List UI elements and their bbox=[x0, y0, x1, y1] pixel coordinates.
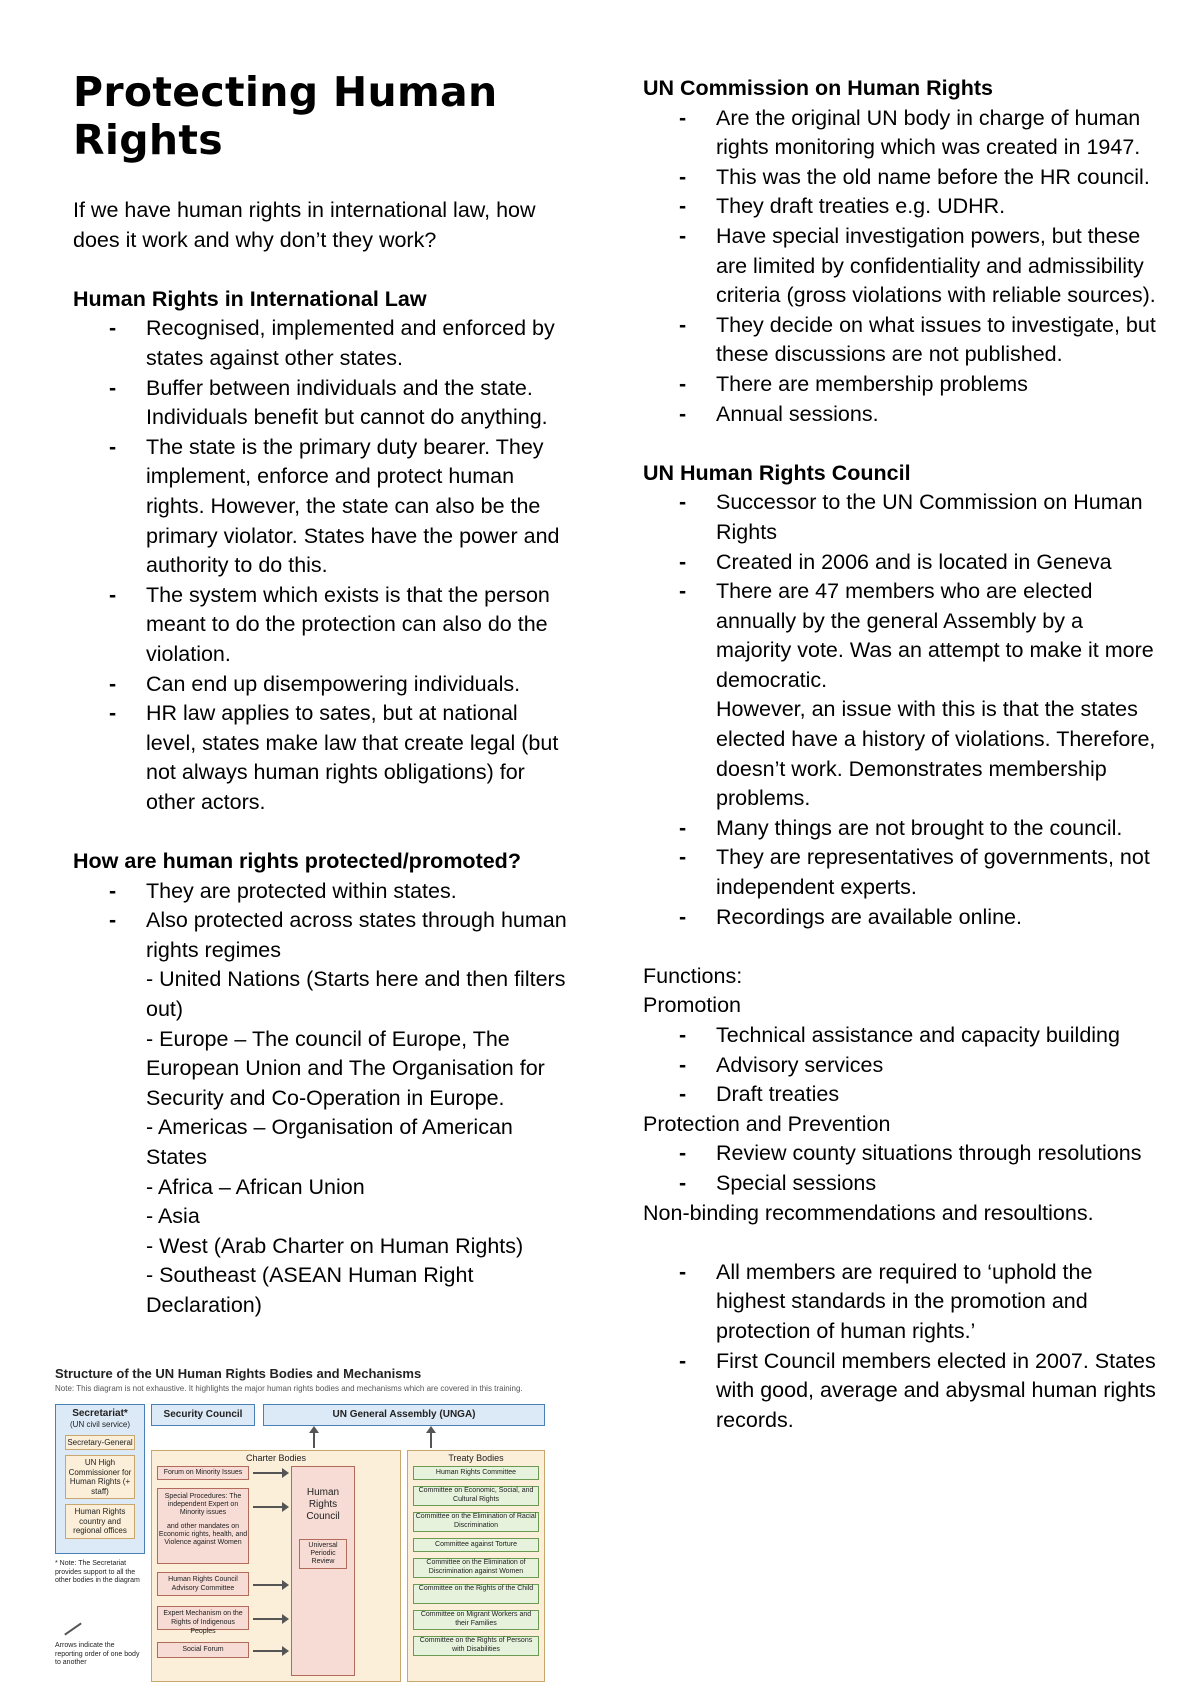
list-item: - They decide on what issues to investigate, but these discussions are not published. bbox=[643, 311, 1163, 370]
promotion-label: Promotion bbox=[643, 993, 741, 1018]
secretariat-label: Secretariat* bbox=[72, 1408, 128, 1419]
regime-sub-item: - West (Arab Charter on Human Rights) bbox=[146, 1233, 524, 1258]
list-item: - Advisory services bbox=[643, 1051, 1163, 1081]
general-assembly-box: UN General Assembly (UNGA) bbox=[263, 1404, 545, 1426]
page-title: Protecting Human Rights bbox=[73, 68, 498, 164]
list-item: - Have special investigation powers, but these are limited by confidentiality and admissibility criteria (gross violations with reliable sources). bbox=[643, 222, 1163, 311]
final-list bbox=[643, 1258, 1163, 1436]
arrow bbox=[253, 1650, 287, 1652]
list-item: - Special sessions bbox=[643, 1169, 1163, 1199]
list-item: - Are the original UN body in charge of human rights monitoring which was created in 1947. bbox=[643, 104, 1163, 163]
list-item: - Buffer between individuals and the state. Individuals benefit but cannot do anything. bbox=[73, 374, 573, 433]
list-item: - There are 47 members who are elected annually by the general Assembly by a majority vote. Was an attempt to make it more democratic. bbox=[643, 577, 1163, 695]
arrow bbox=[253, 1472, 287, 1474]
charter-item: Social Forum bbox=[157, 1642, 249, 1658]
charter-item: and other mandates on Economic rights, health, and Violence against Women bbox=[158, 1523, 248, 1546]
regime-sub-item: - Africa – African Union bbox=[146, 1174, 365, 1199]
treaty-item: Committee on Migrant Workers and their Families bbox=[413, 1610, 539, 1630]
list-item: - They are representatives of governments, not independent experts. bbox=[643, 843, 1163, 902]
list-item: - They are protected within states. bbox=[73, 877, 573, 907]
list-item: - Can end up disempowering individuals. bbox=[73, 670, 573, 700]
regime-sub-item: - Europe – The council of Europe, The European Union and The Organisation for Security and Co-Operation in Europe. bbox=[146, 1026, 545, 1110]
left-column bbox=[73, 68, 573, 1321]
list-item: - Draft treaties bbox=[643, 1080, 1163, 1110]
treaty-item: Committee against Torture bbox=[413, 1538, 539, 1552]
list-item: - Annual sessions. bbox=[643, 400, 1163, 430]
charter-bodies-label: Charter Bodies bbox=[245, 1453, 307, 1463]
regime-sub-item: - Asia bbox=[146, 1204, 200, 1229]
charter-item: Expert Mechanism on the Rights of Indigenous Peoples bbox=[157, 1606, 249, 1630]
regime-sub-item: - Americas – Organisation of American States bbox=[146, 1115, 513, 1169]
list-item: - Also protected across states through human rights regimes bbox=[73, 906, 573, 965]
section-heading-un-hrc: UN Human Rights Council bbox=[643, 460, 911, 485]
sec-item: Human Rights country and regional offices bbox=[65, 1504, 135, 1539]
list-item: - First Council members elected in 2007. States with good, average and abysmal human rights records. bbox=[643, 1347, 1163, 1436]
hrc-label: Human Rights Council bbox=[306, 1487, 340, 1522]
hrc-box bbox=[291, 1466, 355, 1676]
list-item: - HR law applies to sates, but at national level, states make law that create legal (but not always human rights obligations) for other actors. bbox=[73, 699, 573, 817]
list-item: - This was the old name before the HR council. bbox=[643, 163, 1163, 193]
treaty-item: Committee on Economic, Social, and Cultural Rights bbox=[413, 1486, 539, 1506]
treaty-item: Committee on the Rights of Persons with Disabilities bbox=[413, 1636, 539, 1656]
treaty-item: Human Rights Committee bbox=[413, 1466, 539, 1480]
functions-label: Functions: bbox=[643, 963, 743, 988]
protection-list bbox=[643, 1139, 1163, 1198]
sec-item: UN High Commissioner for Human Rights (+ staff) bbox=[65, 1455, 135, 1499]
regime-sub-item: - United Nations (Starts here and then filters out) bbox=[146, 967, 566, 1022]
nonbinding-text: Non-binding recommendations and resoultions. bbox=[643, 1200, 1094, 1225]
list-item: - The system which exists is that the person meant to do the protection can also do the violation. bbox=[73, 581, 573, 670]
legend-arrow bbox=[64, 1622, 82, 1635]
list-item: - Review county situations through resolutions bbox=[643, 1139, 1163, 1169]
list-item: - Many things are not brought to the council. bbox=[643, 814, 1163, 844]
list-item: - The state is the primary duty bearer. They implement, enforce and protect human rights. However, the state can also be the primary violator. States have the power and authority to do this. bbox=[73, 433, 573, 581]
list-item-continuation: However, an issue with this is that the states elected have a history of violations. Therefore, doesn’t work. Demonstrates membership problems. bbox=[716, 697, 1156, 811]
charter-item: Human Rights Council Advisory Committee bbox=[157, 1572, 249, 1596]
charter-item: Special Procedures: The independent Expert on Minority issues bbox=[164, 1493, 242, 1516]
sec-item: Secretary-General bbox=[65, 1435, 135, 1451]
right-column bbox=[643, 74, 1163, 1435]
regime-sub-item: - Southeast (ASEAN Human Right Declaration) bbox=[146, 1263, 474, 1317]
up-arrow-treaty bbox=[430, 1432, 432, 1448]
list-item: - They draft treaties e.g. UDHR. bbox=[643, 192, 1163, 222]
diagram-note: Note: This diagram is not exhaustive. It highlights the major human rights bodies and mechanisms which are covered in this training. bbox=[55, 1384, 523, 1393]
list-item: - Recordings are available online. bbox=[643, 903, 1163, 933]
section-heading-hr-international-law: Human Rights in International Law bbox=[73, 286, 427, 311]
list-item: - Recognised, implemented and enforced by states against other states. bbox=[73, 314, 573, 373]
list-item: - Created in 2006 and is located in Geneva bbox=[643, 548, 1163, 578]
charter-item-special-procedures bbox=[157, 1488, 249, 1564]
section-heading-protected-promoted: How are human rights protected/promoted? bbox=[73, 849, 521, 874]
secretariat-sub-label: (UN civil service) bbox=[70, 1420, 130, 1429]
un-structure-diagram bbox=[55, 1366, 545, 1684]
arrow bbox=[253, 1584, 287, 1586]
protection-label: Protection and Prevention bbox=[643, 1111, 891, 1136]
arrow bbox=[253, 1506, 287, 1508]
un-hrc-list-2 bbox=[643, 814, 1163, 932]
up-arrow-charter bbox=[313, 1432, 315, 1448]
diagram-title: Structure of the UN Human Rights Bodies and Mechanisms bbox=[55, 1366, 422, 1381]
list-item: - Successor to the UN Commission on Human Rights bbox=[643, 488, 1163, 547]
treaty-bodies-label: Treaty Bodies bbox=[448, 1453, 504, 1463]
arrow bbox=[253, 1618, 287, 1620]
secretariat-note: * Note: The Secretariat provides support to all the other bodies in the diagram bbox=[55, 1560, 140, 1584]
security-council-box: Security Council bbox=[151, 1404, 255, 1426]
protected-promoted-list bbox=[73, 877, 573, 966]
hr-international-law-list bbox=[73, 314, 573, 817]
list-item: - There are membership problems bbox=[643, 370, 1163, 400]
secretariat-box bbox=[55, 1404, 145, 1554]
charter-item: Forum on Minority Issues bbox=[157, 1466, 249, 1480]
upr-box: Universal Periodic Review bbox=[299, 1539, 347, 1569]
un-commission-list bbox=[643, 104, 1163, 430]
promotion-list bbox=[643, 1021, 1163, 1110]
un-hrc-list bbox=[643, 488, 1163, 695]
intro-text: If we have human rights in international law, how does it work and why don’t they work? bbox=[73, 198, 536, 252]
list-item: - Technical assistance and capacity building bbox=[643, 1021, 1163, 1051]
treaty-item: Committee on the Elimination of Racial Discrimination bbox=[413, 1512, 539, 1532]
treaty-item: Committee on the Rights of the Child bbox=[413, 1584, 539, 1604]
section-heading-un-commission: UN Commission on Human Rights bbox=[643, 76, 993, 100]
list-item: - All members are required to ‘uphold the highest standards in the promotion and protection of human rights.’ bbox=[643, 1258, 1163, 1347]
arrow-note: Arrows indicate the reporting order of one body to another bbox=[55, 1642, 140, 1666]
treaty-item: Committee on the Elimination of Discrimination against Women bbox=[413, 1558, 539, 1578]
